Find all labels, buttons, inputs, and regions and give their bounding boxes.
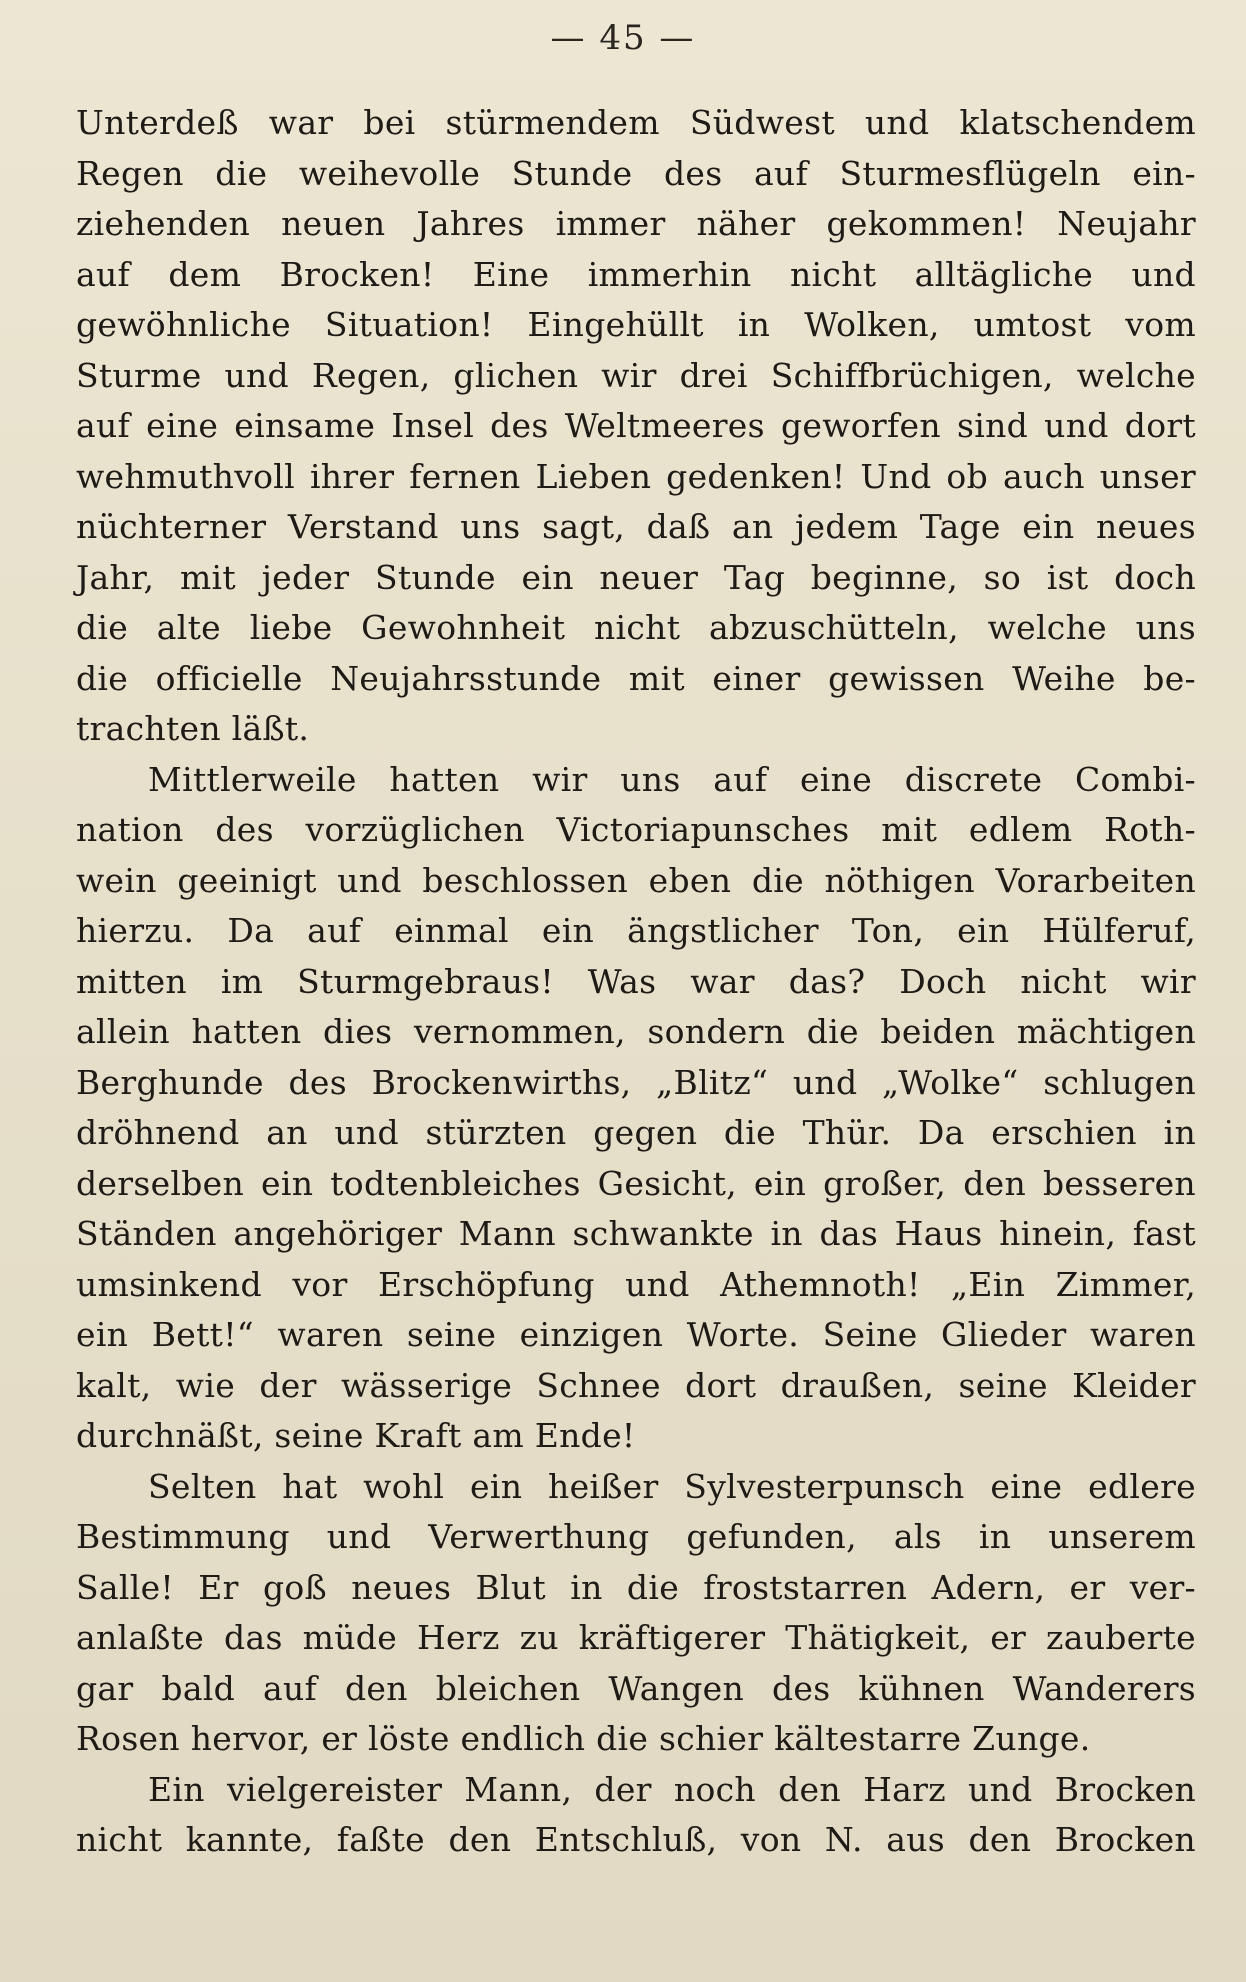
text-line: Bestimmung und Verwerthung gefunden, als in unserem xyxy=(76,1517,1196,1556)
text-line: kalt, wie der wässerige Schnee dort draußen, seine Kleider xyxy=(76,1365,1196,1405)
text-line: nüchterner Verstand uns sagt, daß an jedem Tage ein neues xyxy=(76,507,1196,546)
text-line: Berghunde des Brockenwirths, „Blitz“ und „Wolke“ schlugen xyxy=(76,1062,1196,1102)
text-line: dröhnend an und stürzten gegen die Thür. Da erschien in xyxy=(76,1113,1196,1152)
text-line: Salle! Er goß neues Blut in die froststarren Adern, er ver- xyxy=(76,1567,1196,1607)
text-line: auf dem Brocken! Eine immerhin nicht alltägliche und xyxy=(76,254,1196,294)
text-line: Regen die weihevolle Stunde des auf Sturmesflügeln ein- xyxy=(76,153,1196,193)
text-line: ein Bett!“ waren seine einzigen Worte. Seine Glieder waren xyxy=(76,1315,1196,1354)
text-line: Ein vielgereister Mann, der noch den Harz und Brocken xyxy=(148,1769,1196,1809)
text-line: gar bald auf den bleichen Wangen des kühnen Wanderers xyxy=(76,1668,1196,1708)
text-line: ziehenden neuen Jahres immer näher gekommen! Neujahr xyxy=(76,204,1196,243)
text-line: Jahr, mit jeder Stunde ein neuer Tag beginne, so ist doch xyxy=(76,557,1196,597)
text-line: Ständen angehöriger Mann schwankte in das Haus hinein, fast xyxy=(76,1214,1196,1253)
text-line: auf eine einsame Insel des Weltmeeres geworfen sind und dort xyxy=(76,406,1196,445)
text-line: die alte liebe Gewohnheit nicht abzuschütteln, welche uns xyxy=(76,608,1196,647)
text-line: nicht kannte, faßte den Entschluß, von N. aus den Brocken xyxy=(76,1820,1196,1859)
text-line: Selten hat wohl ein heißer Sylvesterpunsch eine edlere xyxy=(148,1466,1196,1506)
text-line: die officielle Neujahrsstunde mit einer gewissen Weihe be- xyxy=(76,658,1196,698)
text-line: Mittlerweile hatten wir uns auf eine discrete Combi- xyxy=(148,759,1196,799)
text-line: mitten im Sturmgebraus! Was war das? Doch nicht wir xyxy=(76,961,1196,1001)
text-line: wehmuthvoll ihrer fernen Lieben gedenken! Und ob auch unser xyxy=(76,456,1196,496)
text-line: wein geeinigt und beschlossen eben die nöthigen Vorarbeiten xyxy=(76,860,1196,900)
text-line: Sturme und Regen, glichen wir drei Schiffbrüchigen, welche xyxy=(76,355,1196,395)
text-line: Unterdeß war bei stürmendem Südwest und klatschendem xyxy=(76,103,1196,142)
text-line: hierzu. Da auf einmal ein ängstlicher Ton, ein Hülferuf, xyxy=(76,911,1196,950)
text-line: trachten läßt. xyxy=(76,709,310,748)
text-line: umsinkend vor Erschöpfung und Athemnoth! „Ein Zimmer, xyxy=(76,1264,1196,1304)
text-line: gewöhnliche Situation! Eingehüllt in Wolken, umtost vom xyxy=(76,305,1196,344)
text-line: anlaßte das müde Herz zu kräftigerer Thätigkeit, er zauberte xyxy=(76,1618,1196,1657)
text-line: derselben ein todtenbleiches Gesicht, ein großer, den besseren xyxy=(76,1163,1196,1203)
text-line: durchnäßt, seine Kraft am Ende! xyxy=(76,1416,636,1455)
body-text xyxy=(76,98,1196,1866)
page-number: — 45 — xyxy=(550,18,696,58)
text-line: Rosen hervor, er löste endlich die schier kältestarre Zunge. xyxy=(76,1719,1091,1758)
text-line: nation des vorzüglichen Victoriapunsches mit edlem Roth- xyxy=(76,810,1196,849)
text-line: allein hatten dies vernommen, sondern die beiden mächtigen xyxy=(76,1012,1196,1051)
